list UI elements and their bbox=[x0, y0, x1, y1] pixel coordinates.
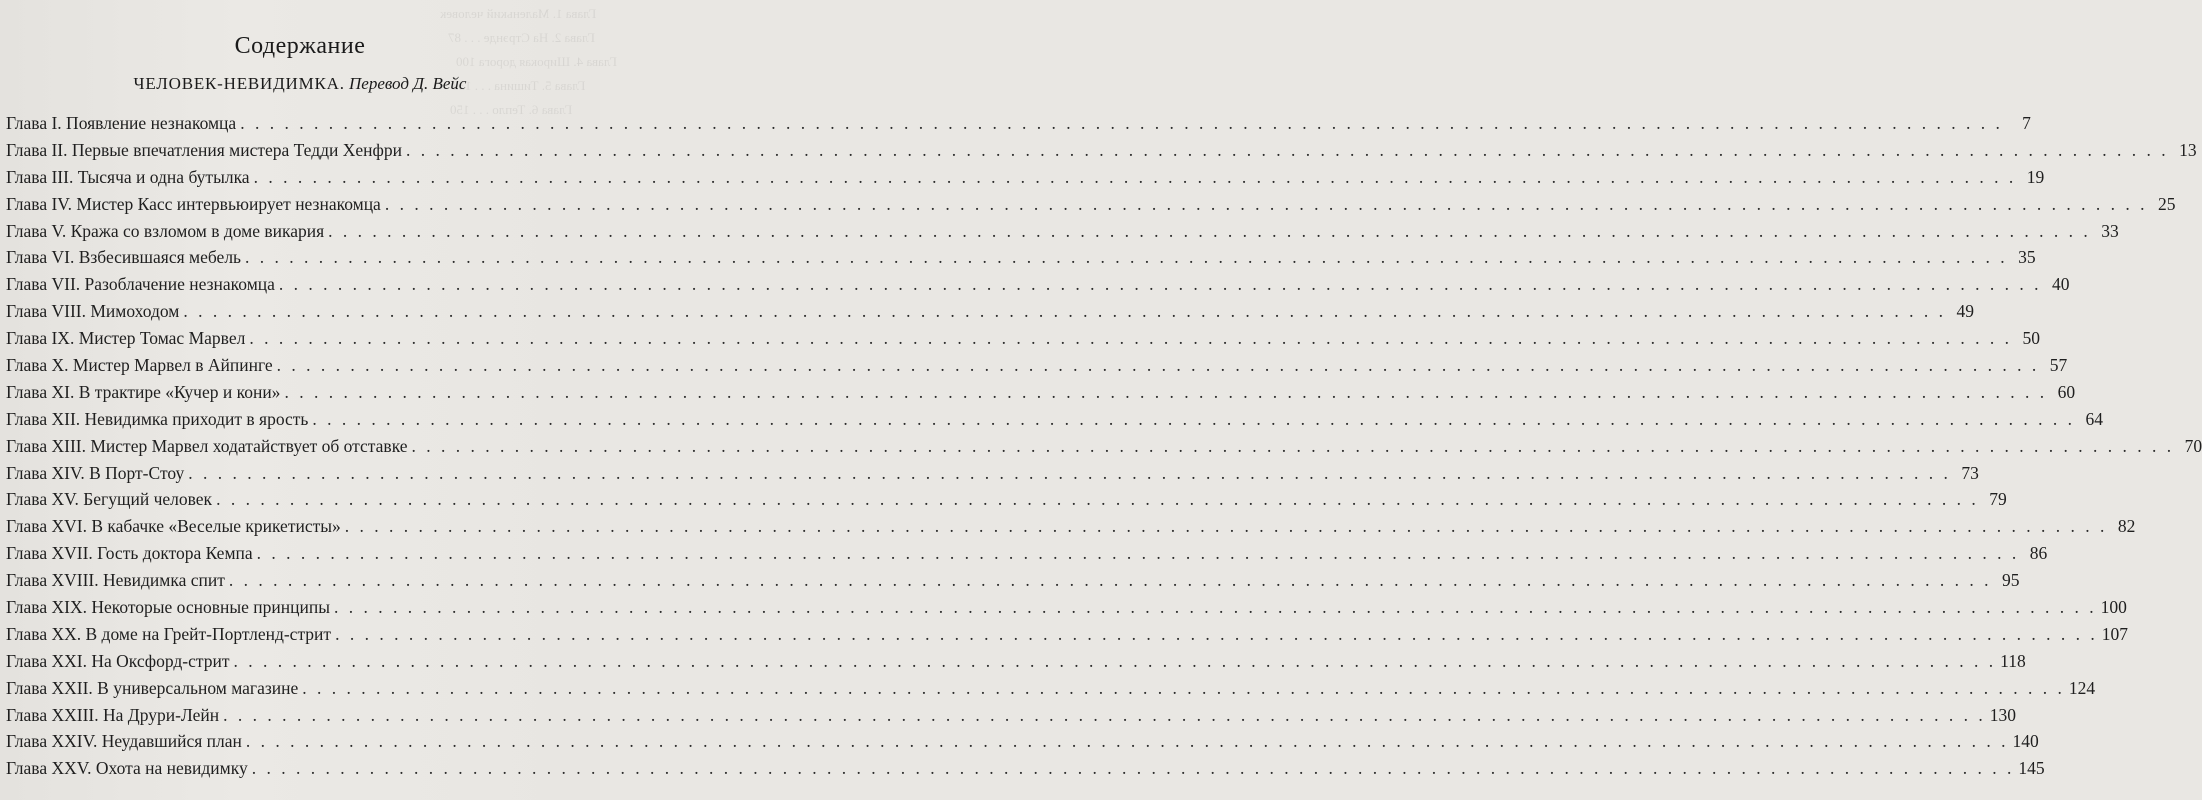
toc-entry-page-number: 7 bbox=[2022, 113, 2031, 133]
toc-entry bbox=[6, 594, 2127, 621]
toc-entry-page-number: 33 bbox=[2101, 220, 2119, 241]
toc-entry-page-number: 118 bbox=[2000, 650, 2026, 671]
toc-entry-title: Глава I. Появление незнакомца bbox=[6, 113, 237, 133]
toc-entry-page-number: 82 bbox=[2117, 516, 2136, 537]
toc-entry-title: Глава XV. Бегущий человек bbox=[6, 489, 213, 510]
toc-entry bbox=[6, 675, 2096, 702]
table-of-contents bbox=[6, 110, 2202, 782]
toc-entry-title: Глава XIII. Мистер Марвел ходатайствует об отставке bbox=[6, 435, 408, 456]
work-title: ЧЕЛОВЕК-НЕВИДИМКА. bbox=[133, 74, 345, 93]
toc-entry-page-number: 70 bbox=[2184, 435, 2202, 456]
toc-entry-title: Глава XVI. В кабачке «Веселые крикетисты» bbox=[6, 516, 341, 537]
dot-leader: . . . . . . . . . . . . . . . . . . . . . . . . . . . . . . . . . . . . . . . . . . . . . . . . . . . . . . . . . . . . . . . . . . . . . . . . . . . . . . . . . . . . . . . . . . . . . . . . . . . . . . . . . . . . . . . . . . . . . . . . bbox=[335, 623, 2098, 644]
dot-leader: . . . . . . . . . . . . . . . . . . . . . . . . . . . . . . . . . . . . . . . . . . . . . . . . . . . . . . . . . . . . . . . . . . . . . . . . . . . . . . . . . . . . . . . . . . . . . . . . . . . . . . . . . . . . . . . . . . . . . . . . bbox=[284, 381, 2048, 402]
toc-entry bbox=[6, 271, 2070, 298]
dot-leader: . . . . . . . . . . . . . . . . . . . . . . . . . . . . . . . . . . . . . . . . . . . . . . . . . . . . . . . . . . . . . . . . . . . . . . . . . . . . . . . . . . . . . . . . . . . . . . . . . . . . . . . . . . . . . . . . . . . . . . . . bbox=[328, 220, 2091, 241]
page-title: Содержание bbox=[234, 33, 366, 59]
translator-credit: Перевод Д. Вейс bbox=[349, 74, 467, 93]
dot-leader: . . . . . . . . . . . . . . . . . . . . . . . . . . . . . . . . . . . . . . . . . . . . . . . . . . . . . . . . . . . . . . . . . . . . . . . . . . . . . . . . . . . . . . . . . . . . . . . . . . . . . . . . . . . . . . . . . . . . . . . . bbox=[245, 247, 2008, 268]
show-through-line: Глава 1. Маленький человек bbox=[440, 6, 597, 21]
toc-entry bbox=[6, 702, 2017, 729]
show-through-line: Глава 4. Широкая дорога 100 bbox=[456, 54, 617, 69]
dot-leader: . . . . . . . . . . . . . . . . . . . . . . . . . . . . . . . . . . . . . . . . . . . . . . . . . . . . . . . . . . . . . . . . . . . . . . . . . . . . . . . . . . . . . . . . . . . . . . . . . . . . . . . . . . . . . . . . . . . . . . . . bbox=[183, 301, 1947, 322]
dot-leader: . . . . . . . . . . . . . . . . . . . . . . . . . . . . . . . . . . . . . . . . . . . . . . . . . . . . . . . . . . . . . . . . . . . . . . . . . . . . . . . . . . . . . . . . . . . . . . . . . . . . . . . . . . . . . . . . . . . . . . . . bbox=[302, 677, 2065, 698]
toc-entry bbox=[6, 728, 2039, 755]
dot-leader: . . . . . . . . . . . . . . . . . . . . . . . . . . . . . . . . . . . . . . . . . . . . . . . . . . . . . . . . . . . . . . . . . . . . . . . . . . . . . . . . . . . . . . . . . . . . . . . . . . . . . . . . . . . . . . . . . . . . . . . . bbox=[188, 462, 1951, 483]
toc-entry-page-number: 25 bbox=[2157, 193, 2176, 214]
toc-entry bbox=[6, 218, 2119, 245]
dot-leader: . . . . . . . . . . . . . . . . . . . . . . . . . . . . . . . . . . . . . . . . . . . . . . . . . . . . . . . . . . . . . . . . . . . . . . . . . . . . . . . . . . . . . . . . . . . . . . . . . . . . . . . . . . . . . . . . . . . . . . . . bbox=[251, 758, 2015, 779]
toc-entry bbox=[6, 298, 1975, 325]
dot-leader: . . . . . . . . . . . . . . . . . . . . . . . . . . . . . . . . . . . . . . . . . . . . . . . . . . . . . . . . . . . . . . . . . . . . . . . . . . . . . . . . . . . . . . . . . . . . . . . . . . . . . . . . . . . . . . . . . . . . . . . . bbox=[406, 139, 2169, 160]
toc-entry-page-number: 100 bbox=[2100, 597, 2127, 618]
toc-entry-title: Глава III. Тысяча и одна бутылка bbox=[6, 166, 250, 187]
toc-entry-page-number: 86 bbox=[2029, 543, 2048, 564]
dot-leader: . . . . . . . . . . . . . . . . . . . . . . . . . . . . . . . . . . . . . . . . . . . . . . . . . . . . . . . . . . . . . . . . . . . . . . . . . . . . . . . . . . . . . . . . . . . . . . . . . . . . . . . . . . . . . . . . . . . . . . . . bbox=[228, 570, 1992, 591]
dot-leader: . . . . . . . . . . . . . . . . . . . . . . . . . . . . . . . . . . . . . . . . . . . . . . . . . . . . . . . . . . . . . . . . . . . . . . . . . . . . . . . . . . . . . . . . . . . . . . . . . . . . . . . . . . . . . . . . . . . . . . . . bbox=[245, 731, 2009, 752]
dot-leader: . . . . . . . . . . . . . . . . . . . . . . . . . . . . . . . . . . . . . . . . . . . . . . . . . . . . . . . . . . . . . . . . . . . . . . . . . . . . . . . . . . . . . . . . . . . . . . . . . . . . . . . . . . . . . . . . . . . . . . . . bbox=[223, 704, 1986, 725]
dot-leader: . . . . . . . . . . . . . . . . . . . . . . . . . . . . . . . . . . . . . . . . . . . . . . . . . . . . . . . . . . . . . . . . . . . . . . . . . . . . . . . . . . . . . . . . . . . . . . . . . . . . . . . . . . . . . . . . . . . . . . . . bbox=[333, 597, 2097, 618]
toc-entry-title: Глава II. Первые впечатления мистера Тедди Хенфри bbox=[6, 139, 402, 160]
toc-entry-title: Глава XVII. Гость доктора Кемпа bbox=[6, 543, 253, 564]
show-through-line: Глава 2. На Стрэнде . . . 87 bbox=[448, 30, 596, 45]
dot-leader: . . . . . . . . . . . . . . . . . . . . . . . . . . . . . . . . . . . . . . . . . . . . . . . . . . . . . . . . . . . . . . . . . . . . . . . . . . . . . . . . . . . . . . . . . . . . . . . . . . . . . . . . . . . . . . . . . . . . . . . . bbox=[249, 328, 2012, 349]
dot-leader: . . . . . . . . . . . . . . . . . . . . . . . . . . . . . . . . . . . . . . . . . . . . . . . . . . . . . . . . . . . . . . . . . . . . . . . . . . . . . . . . . . . . . . . . . . . . . . . . . . . . . . . . . . . . . . . . . . . . . . . . bbox=[216, 489, 1979, 510]
toc-entry-page-number: 107 bbox=[2101, 623, 2128, 644]
toc-entry-title: Глава XXIII. На Друри-Лейн bbox=[6, 704, 220, 725]
toc-entry-page-number: 145 bbox=[2018, 758, 2045, 779]
toc-entry bbox=[6, 164, 2045, 191]
toc-entry-page-number: 50 bbox=[2022, 328, 2040, 349]
toc-entry-page-number: 73 bbox=[1961, 462, 1979, 483]
toc-entry-page-number: 124 bbox=[2068, 677, 2096, 698]
toc-entry bbox=[6, 406, 2104, 433]
dot-leader: . . . . . . . . . . . . . . . . . . . . . . . . . . . . . . . . . . . . . . . . . . . . . . . . . . . . . . . . . . . . . . . . . . . . . . . . . . . . . . . . . . . . . . . . . . . . . . . . . . . . . . . . . . . . . . . . . . . . . . . . bbox=[276, 355, 2040, 376]
toc-entry-title: Глава XIV. В Порт-Стоу bbox=[6, 462, 185, 483]
toc-entry-page-number: 60 bbox=[2057, 381, 2076, 402]
section-heading bbox=[0, 74, 600, 94]
dot-leader: . . . . . . . . . . . . . . . . . . . . . . . . . . . . . . . . . . . . . . . . . . . . . . . . . . . . . . . . . . . . . . . . . . . . . . . . . . . . . . . . . . . . . . . . . . . . . . . . . . . . . . . . . . . . . . . . . . . . . . . . bbox=[233, 650, 1997, 671]
toc-entry-page-number: 40 bbox=[2052, 274, 2070, 295]
dot-leader: . . . . . . . . . . . . . . . . . . . . . . . . . . . . . . . . . . . . . . . . . . . . . . . . . . . . . . . . . . . . . . . . . . . . . . . . . . . . . . . . . . . . . . . . . . . . . . . . . . . . . . . . . . . . . . . . . . . . . . . . bbox=[253, 166, 2017, 187]
toc-entry-page-number: 79 bbox=[1989, 489, 2007, 510]
toc-entry bbox=[6, 648, 2026, 675]
toc-entry bbox=[6, 540, 2048, 567]
toc-entry-title: Глава IV. Мистер Касс интервьюирует незнакомца bbox=[6, 193, 381, 214]
toc-entry-page-number: 64 bbox=[2085, 408, 2104, 429]
dot-leader: . . . . . . . . . . . . . . . . . . . . . . . . . . . . . . . . . . . . . . . . . . . . . . . . . . . . . . . . . . . . . . . . . . . . . . . . . . . . . . . . . . . . . . . . . . . . . . . . . . . . . . . . . . . . . . . . . . . . . . . . bbox=[344, 516, 2108, 537]
toc-entry bbox=[6, 621, 2128, 648]
toc-entry-title: Глава VI. Взбесившаяся мебель bbox=[6, 247, 242, 268]
dot-leader: . . . . . . . . . . . . . . . . . . . . . . . . . . . . . . . . . . . . . . . . . . . . . . . . . . . . . . . . . . . . . . . . . . . . . . . . . . . . . . . . . . . . . . . . . . . . . . . . . . . . . . . . . . . . . . . . . . . . . . . . bbox=[278, 274, 2042, 295]
toc-entry bbox=[6, 433, 2202, 460]
toc-entry bbox=[6, 513, 2136, 540]
toc-entry-page-number: 35 bbox=[2018, 247, 2036, 268]
toc-entry bbox=[6, 137, 2197, 164]
toc-entry-title: Глава V. Кража со взломом в доме викария bbox=[6, 220, 325, 241]
toc-entry bbox=[6, 191, 2176, 218]
toc-entry-title: Глава XXI. На Оксфорд-стрит bbox=[6, 650, 230, 671]
dot-leader: . . . . . . . . . . . . . . . . . . . . . . . . . . . . . . . . . . . . . . . . . . . . . . . . . . . . . . . . . . . . . . . . . . . . . . . . . . . . . . . . . . . . . . . . . . . . . . . . . . . . . . . . . . . . . . . . . . . . . . . . bbox=[384, 193, 2148, 214]
toc-entry bbox=[6, 460, 1979, 487]
toc-entry-page-number: 57 bbox=[2049, 355, 2068, 376]
toc-entry-title: Глава XI. В трактире «Кучер и кони» bbox=[6, 381, 281, 402]
toc-entry-title: Глава IX. Мистер Томас Марвел bbox=[6, 328, 246, 349]
toc-entry-title: Глава XVIII. Невидимка спит bbox=[6, 570, 225, 591]
toc-entry-page-number: 140 bbox=[2012, 731, 2039, 752]
toc-entry-title: Глава XII. Невидимка приходит в ярость bbox=[6, 408, 309, 429]
toc-entry-page-number: 130 bbox=[1989, 704, 2017, 725]
toc-entry bbox=[6, 486, 2007, 513]
dot-leader: . . . . . . . . . . . . . . . . . . . . . . . . . . . . . . . . . . . . . . . . . . . . . . . . . . . . . . . . . . . . . . . . . . . . . . . . . . . . . . . . . . . . . . . . . . . . . . . . . . . . . . . . . . . . . . . . . . . . . . . . bbox=[312, 408, 2076, 429]
toc-entry-title: Глава XX. В доме на Грейт-Портленд-стрит bbox=[6, 623, 332, 644]
toc-entry bbox=[6, 244, 2036, 271]
toc-entry-page-number: 13 bbox=[2179, 139, 2197, 160]
toc-entry-title: Глава XXV. Охота на невидимку bbox=[6, 758, 248, 779]
toc-entry-title: Глава X. Мистер Марвел в Айпинге bbox=[6, 355, 273, 376]
toc-entry bbox=[6, 352, 2068, 379]
toc-entry-title: Глава XXII. В универсальном магазине bbox=[6, 677, 299, 698]
toc-entry-page-number: 19 bbox=[2026, 166, 2045, 187]
toc-entry-title: Глава XIX. Некоторые основные принципы bbox=[6, 597, 330, 618]
toc-entry-title: Глава XXIV. Неудавшийся план bbox=[6, 731, 242, 752]
toc-entry bbox=[6, 755, 2045, 782]
toc-entry-page-number: 49 bbox=[1956, 301, 1975, 322]
toc-entry-title: Глава VII. Разоблачение незнакомца bbox=[6, 274, 275, 295]
toc-entry bbox=[6, 379, 2076, 406]
toc-entry bbox=[6, 567, 2020, 594]
toc-entry bbox=[6, 325, 2040, 352]
dot-leader: . . . . . . . . . . . . . . . . . . . . . . . . . . . . . . . . . . . . . . . . . . . . . . . . . . . . . . . . . . . . . . . . . . . . . . . . . . . . . . . . . . . . . . . . . . . . . . . . . . . . . . . . . . . . . . . . . . . . . . . . bbox=[411, 435, 2175, 456]
toc-entry bbox=[6, 110, 2031, 137]
toc-entry-title: Глава VIII. Мимоходом bbox=[6, 301, 180, 322]
toc-entry-page-number: 95 bbox=[2002, 570, 2020, 591]
show-through-line: Глава 5. Тишина . . . 133 bbox=[452, 78, 586, 93]
dot-leader: . . . . . . . . . . . . . . . . . . . . . . . . . . . . . . . . . . . . . . . . . . . . . . . . . . . . . . . . . . . . . . . . . . . . . . . . . . . . . . . . . . . . . . . . . . . . . . . . . . . . . . . . . . . . . . . . . . . . . . . . bbox=[240, 113, 2003, 133]
show-through-line: Глава 6. Тепло . . . 150 bbox=[450, 102, 573, 117]
dot-leader: . . . . . . . . . . . . . . . . . . . . . . . . . . . . . . . . . . . . . . . . . . . . . . . . . . . . . . . . . . . . . . . . . . . . . . . . . . . . . . . . . . . . . . . . . . . . . . . . . . . . . . . . . . . . . . . . . . . . . . . . bbox=[256, 543, 2020, 564]
